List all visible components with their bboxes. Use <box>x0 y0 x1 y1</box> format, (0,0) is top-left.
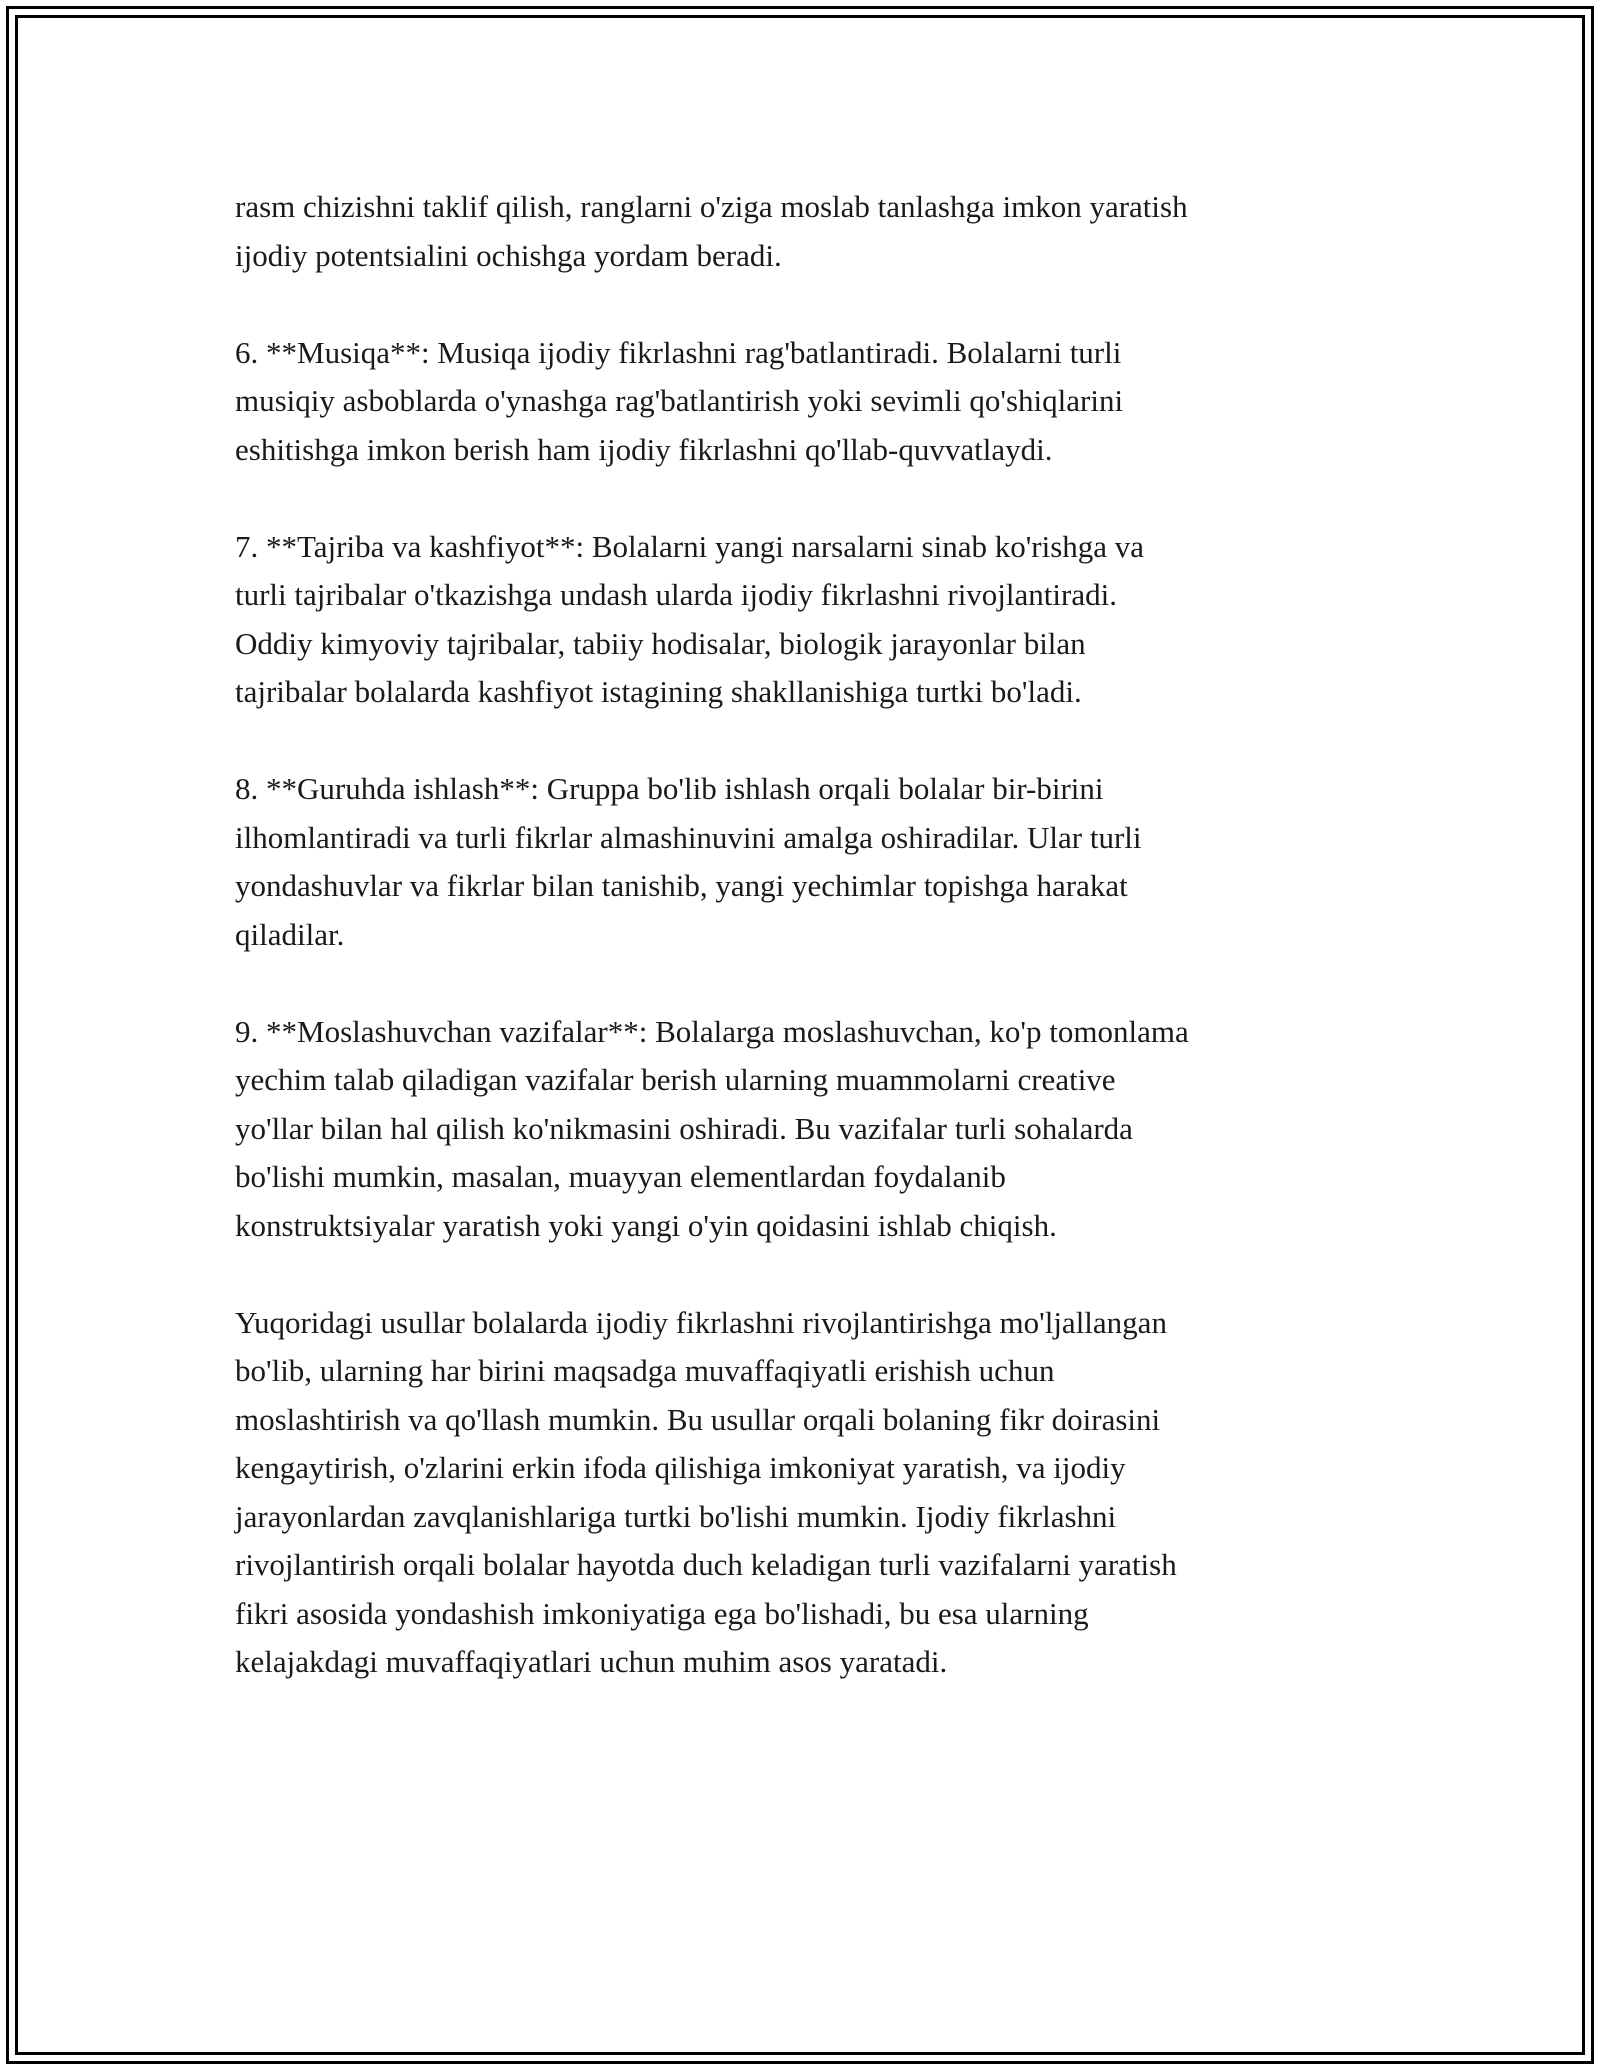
text-line: 8. **Guruhda ishlash**: Gruppa bo'lib ishlash orqali bolalar bir-birini <box>235 771 1104 806</box>
document-body <box>235 183 1380 1735</box>
text-line: 7. **Tajriba va kashfiyot**: Bolalarni yangi narsalarni sinab ko'rishga va <box>235 528 1145 564</box>
text-line: kelajakdagi muvaffaqiyatlari uchun muhim asos yaratadi. <box>235 1644 948 1679</box>
text-line: fikri asosida yondashish imkoniyatiga ega bo'lishadi, bu esa ularning <box>235 1595 1089 1631</box>
text-line: 6. **Musiqa**: Musiqa ijodiy fikrlashni rag'batlantiradi. Bolalarni turli <box>235 334 1122 370</box>
text-line: rasm chizishni taklif qilish, ranglarni o'ziga moslab tanlashga imkon yaratish <box>235 189 1188 224</box>
text-line: qiladilar. <box>235 916 345 952</box>
text-line: yondashuvlar va fikrlar bilan tanishib, yangi yechimlar topishga harakat <box>235 868 1128 903</box>
paragraph-conclusion <box>235 1299 1380 1687</box>
text-line: kengaytirish, o'zlarini erkin ifoda qilishiga imkoniyat yaratish, va ijodiy <box>235 1450 1126 1485</box>
paragraph-experiment <box>235 523 1380 717</box>
paragraph-music <box>235 329 1380 475</box>
text-line: yo'llar bilan hal qilish ko'nikmasini oshiradi. Bu vazifalar turli sohalarda <box>235 1110 1133 1146</box>
text-line: konstruktsiyalar yaratish yoki yangi o'yin qoidasini ishlab chiqish. <box>235 1207 1057 1243</box>
paragraph-art-continuation <box>235 183 1380 280</box>
paragraph-flexible-tasks <box>235 1008 1380 1251</box>
text-line: yechim talab qiladigan vazifalar berish ularning muammolarni creative <box>235 1062 1116 1097</box>
text-line: Yuqoridagi usullar bolalarda ijodiy fikrlashni rivojlantirishga mo'ljallangan <box>235 1304 1167 1340</box>
text-line: bo'lib, ularning har birini maqsadga muvaffaqiyatli erishish uchun <box>235 1353 1055 1388</box>
text-line: rivojlantirish orqali bolalar hayotda duch keladigan turli vazifalarni yaratish <box>235 1547 1177 1582</box>
text-line: moslashtirish va qo'llash mumkin. Bu usullar orqali bolaning fikr doirasini <box>235 1401 1161 1437</box>
text-line: eshitishga imkon berish ham ijodiy fikrlashni qo'llab-quvvatlaydi. <box>235 431 1053 467</box>
text-line: musiqiy asboblarda o'ynashga rag'batlantirish yoki sevimli qo'shiqlarini <box>235 383 1124 418</box>
text-line: tajribalar bolalarda kashfiyot istagining shakllanishiga turtki bo'ladi. <box>235 674 1082 709</box>
text-line: ilhomlantiradi va turli fikrlar almashinuvini amalga oshiradilar. Ular turli <box>235 819 1142 855</box>
text-line: Oddiy kimyoviy tajribalar, tabiiy hodisalar, biologik jarayonlar bilan <box>235 625 1086 661</box>
text-line: bo'lishi mumkin, masalan, muayyan elementlardan foydalanib <box>235 1159 1006 1194</box>
text-line: turli tajribalar o'tkazishga undash ularda ijodiy fikrlashni rivojlantiradi. <box>235 577 1117 612</box>
text-line: 9. **Moslashuvchan vazifalar**: Bolalarga moslashuvchan, ko'p tomonlama <box>235 1013 1189 1049</box>
text-line: jarayonlardan zavqlanishlariga turtki bo'lishi mumkin. Ijodiy fikrlashni <box>235 1498 1117 1534</box>
paragraph-group-work <box>235 765 1380 959</box>
text-line: ijodiy potentsialini ochishga yordam beradi. <box>235 237 782 273</box>
